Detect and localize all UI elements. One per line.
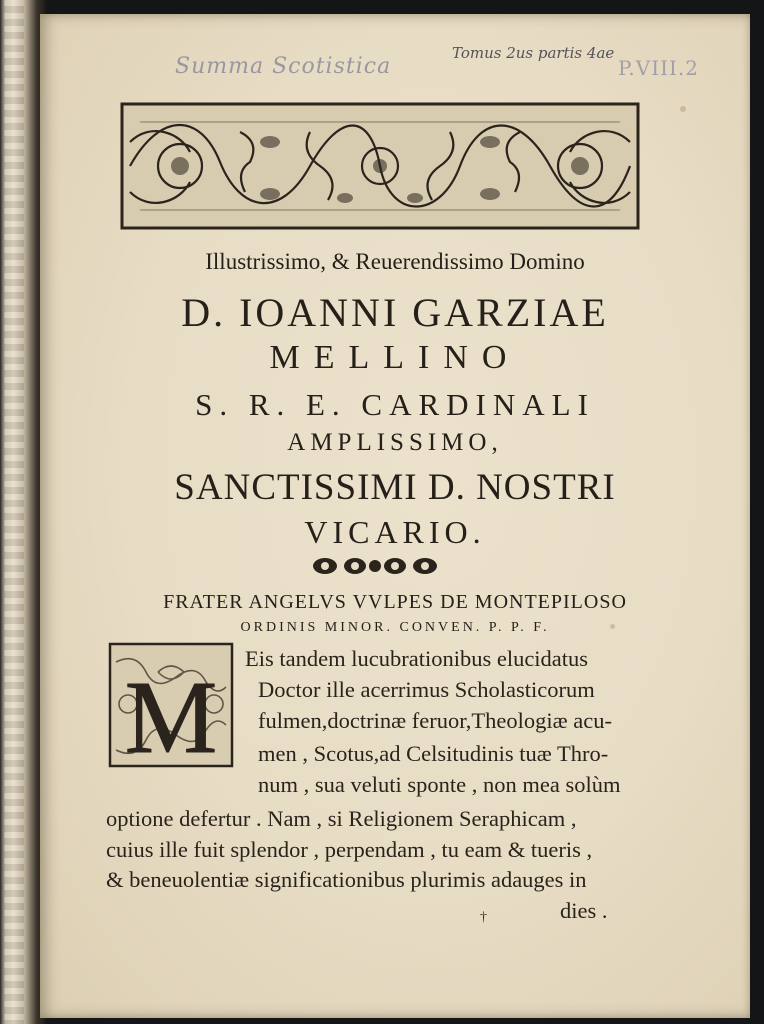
- dedicatee-title: S. R. E. CARDINALI: [195, 387, 595, 422]
- author-order: ORDINIS MINOR. CONVEN. P. P. F.: [240, 620, 550, 635]
- body-line: cuius ille fuit splendor , perpendam , tu eam & tueris ,: [106, 837, 593, 862]
- dedicatee-office: SANCTISSIMI D. NOSTRI: [174, 467, 616, 508]
- body-line: Doctor ille acerrimus Scholasticorum: [258, 677, 595, 702]
- dedicatee-office-end: VICARIO.: [304, 514, 486, 550]
- dedication-salutation: Illustrissimo, & Reuerendissimo Domino: [205, 249, 585, 274]
- body-line: & beneuolentiæ significationibus plurimis adauges in: [106, 867, 587, 892]
- body-line: Eis tandem lucubrationibus elucidatus: [245, 646, 589, 671]
- body-line: fulmen,doctrinæ feruor,Theologiæ acu-: [258, 708, 612, 733]
- manuscript-volume-note: Tomus 2us partis 4ae: [452, 44, 615, 62]
- dedicatee-name: D. IOANNI GARZIAE: [181, 290, 609, 335]
- woodcut-headpiece-ornament: [120, 102, 640, 230]
- decorated-initial-letter: M: [124, 660, 218, 768]
- body-line-last: dies .: [560, 898, 608, 923]
- signature-mark: †: [480, 910, 487, 925]
- body-line: men , Scotus,ad Celsitudinis tuæ Thro-: [258, 741, 609, 766]
- fleuron-ornament: [310, 552, 440, 580]
- body-line: optione defertur . Nam , si Religionem Seraphicam ,: [106, 806, 577, 831]
- manuscript-title-note: Summa Scotistica: [175, 54, 392, 79]
- decorated-initial: [108, 642, 234, 768]
- book-page: [40, 14, 750, 1018]
- manuscript-shelfmark: P.VIII.2: [618, 56, 699, 80]
- dedicatee-surname: MELLINO: [269, 339, 521, 376]
- body-line: num , sua veluti sponte , non mea solùm: [258, 772, 621, 797]
- author-name: FRATER ANGELVS VVLPES DE MONTEPILOSO: [163, 591, 627, 613]
- dedicatee-epithet: AMPLISSIMO,: [287, 429, 503, 456]
